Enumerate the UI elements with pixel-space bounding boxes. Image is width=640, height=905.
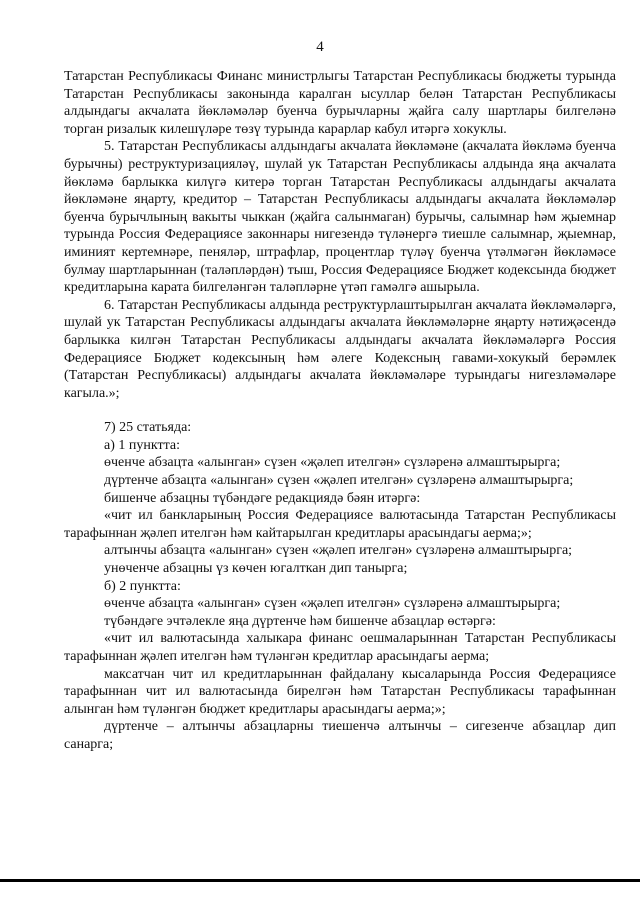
paragraph: 6. Татарстан Республикасы алдында реструктурлаштырылган акчалата йөкләмәләргә, шулай ук Татарстан Республикасы алдындагы акчалата йөкләмәләрне яңарту нәтиҗәсендә барлыкка килгән Татарстан Республикасы алдындагы акчалата йөкләмәләргә Россия Федерациясе Бюджет кодексының һәм әлеге Кодексның гавами-хокукый берәмлек (Татарстан Республикасы) алдындагы акчалата йөкләмәләре турындагы нигезләмәләре кагыла.»; bbox=[64, 297, 616, 401]
paragraph: максатчан чит ил кредитларыннан файдалану кысаларында Россия Федерациясе тарафыннан чит ил валютасында бирелгән һәм Татарстан Республикасы тарафыннан алынган һәм түләнгән бюджет кредитлары арасындагы аерма;»; bbox=[64, 666, 616, 717]
paragraph: өченче абзацта «алынган» сүзен «җәлеп ителгән» сүзләренә алмаштырырга; bbox=[104, 596, 561, 612]
paragraph: бишенче абзацны түбәндәге редакциядә бәян итәргә: bbox=[104, 490, 421, 506]
paragraph: а) 1 пунктта: bbox=[104, 437, 180, 453]
page-number: 4 bbox=[316, 39, 324, 55]
paragraph: түбәндәге эчтәлекле яңа дүртенче һәм бишенче абзацлар өстәргә: bbox=[104, 613, 496, 629]
paragraph: «чит ил банкларының Россия Федерациясе валютасында Татарстан Республикасы тарафыннан җәлеп ителгән һәм кайтарылган кредитлары арасындагы аерма;»; bbox=[64, 508, 616, 541]
paragraph: өченче абзацта «алынган» сүзен «җәлеп ителгән» сүзләренә алмаштырырга; bbox=[104, 455, 561, 471]
bottom-border-line bbox=[0, 879, 640, 882]
document-body bbox=[64, 68, 616, 754]
paragraph: 7) 25 статьяда: bbox=[104, 420, 192, 436]
paragraph: 5. Татарстан Республикасы алдындагы акчалата йөкләмәне (акчалата йөкләмә буенча бурычны) реструктуризацияләү, шулай ук Татарстан Республикасы алдында яңа акчалата йөкләмә барлыкка килүгә китерә торган Татарстан Республикасы алдындагы акчалата йөкләмәне яңарту, кредитор – Татарстан Республикасы алдындагы акчалата йөкләмәләр буенча бурычлының вакыты чыккан (җайга салынмаган) бурычы, салымнар һәм җыемнар турында Россия Федерациясе законнары нигезендә түләнергә тиешле салымнар, җыемнар, иминият кертемнәре, пеняләр, штрафлар, процентлар түләү буенча үтәлмәгән йөкләмәсе булмау шартларыннан (таләпләрдән) тыш, Россия Федерациясе Бюджет кодексында бюджет кредитларына карата билгеләнгән таләпләрне үтәп гамәлгә ашырыла. bbox=[64, 139, 616, 296]
paragraph: Татарстан Республикасы Финанс министрлыгы Татарстан Республикасы бюджеты турында Татарстан Республикасы законында каралган ысуллар белән Татарстан Республикасы алдындагы акчалата йөкләмәләр буенча бурычларны җайга салу шартлары билгеләнә торган ризалык килешүләре төзү турында карарлар кабул итәргә хокуклы. bbox=[64, 69, 616, 137]
paragraph: унөченче абзацны үз көчен югалткан дип танырга; bbox=[104, 561, 408, 577]
paragraph: дүртенче абзацта «алынган» сүзен «җәлеп ителгән» сүзләренә алмаштырырга; bbox=[104, 473, 574, 489]
paragraph: б) 2 пунктта: bbox=[104, 578, 181, 594]
paragraph: алтынчы абзацта «алынган» сүзен «җәлеп ителгән» сүзләренә алмаштырырга; bbox=[104, 543, 573, 559]
paragraph: «чит ил валютасында халыкара финанс оешмаларыннан Татарстан Республикасы тарафыннан җәлеп ителгән һәм түләнгән кредитлар арасындагы аерма; bbox=[64, 631, 616, 664]
paragraph: дүртенче – алтынчы абзацларны тиешенчә алтынчы – сигезенче абзацлар дип санарга; bbox=[64, 719, 616, 752]
